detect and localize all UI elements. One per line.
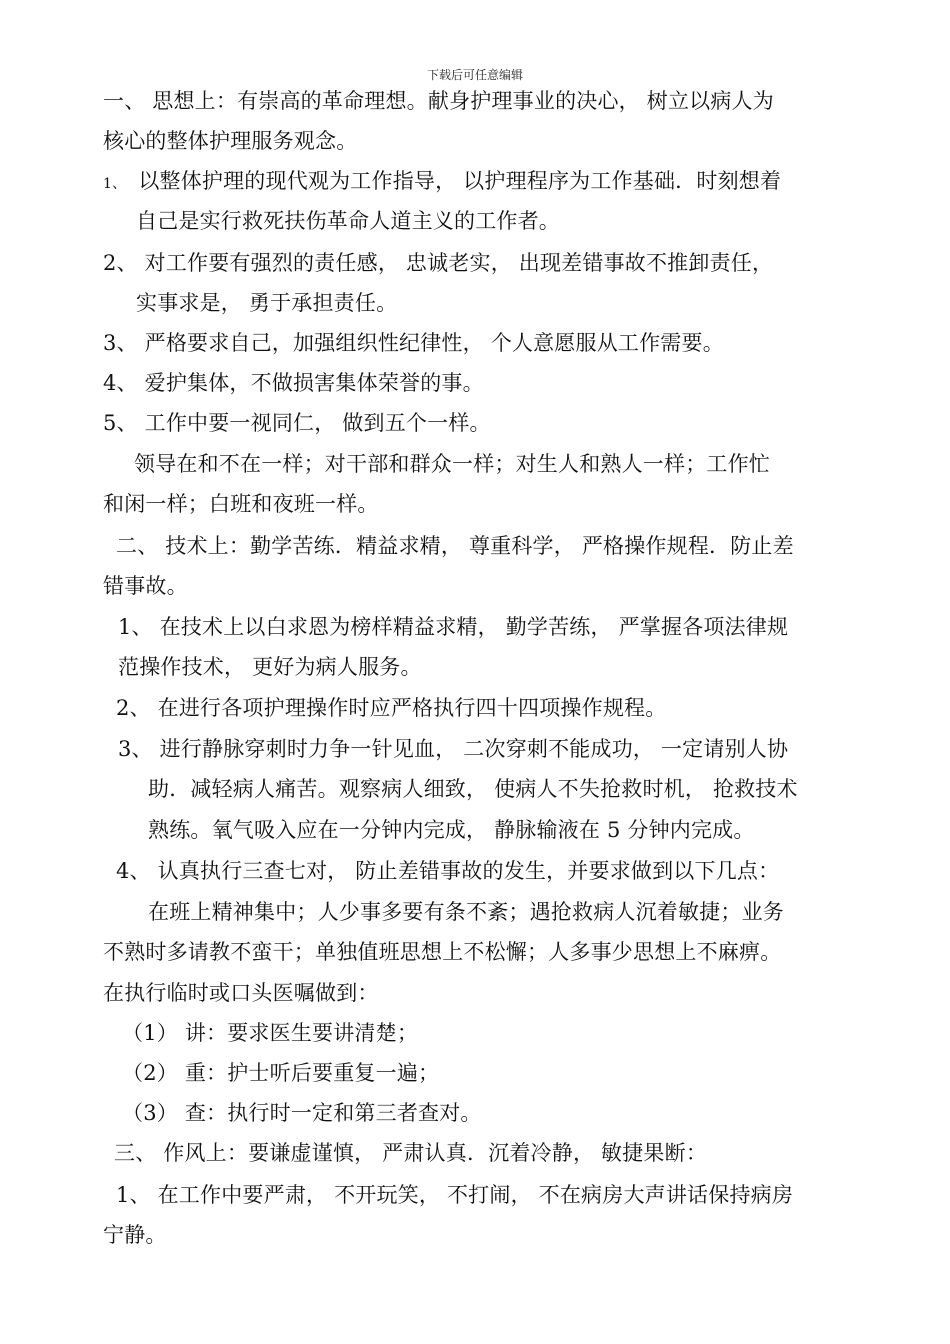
text-line: 2、 对工作要有强烈的责任感， 忠诚老实， 出现差错事故不推卸责任，: [103, 251, 774, 275]
text-line: 4、 爱护集体，不做损害集体荣誉的事。: [103, 371, 484, 395]
list-marker: 1、: [103, 176, 127, 192]
text-line: 熟练。氧气吸入应在一分钟内完成， 静脉输液在 5 分钟内完成。: [148, 818, 755, 842]
text-line: （1） 讲：要求医生要讲清楚；: [122, 1021, 419, 1045]
text-line: 1、 在工作中要严肃， 不开玩笑， 不打闹， 不在病房大声讲话保持病房: [116, 1183, 794, 1207]
text-line: 5、 工作中要一视同仁， 做到五个一样。: [103, 411, 491, 435]
text-line: 领导在和不在一样；对干部和群众一样；对生人和熟人一样；工作忙: [134, 452, 770, 476]
text-line: 错事故。: [103, 574, 188, 598]
text-line: 在执行临时或口头医嘱做到：: [103, 981, 379, 1005]
text-line: 自己是实行救死扶伤革命人道主义的工作者。: [136, 209, 560, 233]
text-line: 2、 在进行各项护理操作时应严格执行四十四项操作规程。: [116, 696, 667, 720]
text-line: 一、 思想上：有崇高的革命理想。献身护理事业的决心， 树立以病人为: [103, 89, 774, 113]
text-line: 范操作技术， 更好为病人服务。: [118, 655, 422, 679]
text-line: 和闲一样；白班和夜班一样。: [103, 492, 379, 516]
text-line: 三、 作风上：要谦虚谨慎， 严肃认真．沉着冷静， 敏捷果断：: [114, 1141, 708, 1165]
text-line: 宁静。: [103, 1223, 167, 1247]
text-line: （2） 重：护士听后要重复一遍；: [122, 1061, 440, 1085]
text-line-content: 以整体护理的现代观为工作指导， 以护理程序为工作基础．时刻想着: [138, 169, 782, 193]
text-line: 助．减轻病人痛苦。观察病人细致， 使病人不失抢救时机， 抢救技术: [148, 777, 798, 801]
text-line: 3、 进行静脉穿刺时力争一针见血， 二次穿刺不能成功， 一定请别人协: [118, 737, 789, 761]
text-line: [103, 166, 781, 199]
text-line: 4、 认真执行三查七对， 防止差错事故的发生，并要求做到以下几点：: [116, 859, 780, 883]
text-line: 实事求是， 勇于承担责任。: [136, 291, 398, 315]
text-line: （3） 查：执行时一定和第三者查对。: [122, 1101, 482, 1125]
page-header: 下载后可任意编辑: [426, 68, 523, 82]
text-line: 1、 在技术上以白求恩为榜样精益求精， 勤学苦练， 严掌握各项法律规: [118, 615, 789, 639]
text-line: 不熟时多请教不蛮干；单独值班思想上不松懈；人多事少思想上不麻痹。: [103, 940, 782, 964]
text-line: 在班上精神集中；人少事多要有条不紊；遇抢救病人沉着敏捷；业务: [148, 900, 784, 924]
text-line: 核心的整体护理服务观念。: [103, 129, 358, 153]
text-line: 二、 技术上：勤学苦练．精益求精， 尊重科学， 严格操作规程．防止差: [116, 534, 794, 558]
text-line: 3、 严格要求自己，加强组织性纪律性， 个人意愿服从工作需要。: [103, 331, 724, 355]
